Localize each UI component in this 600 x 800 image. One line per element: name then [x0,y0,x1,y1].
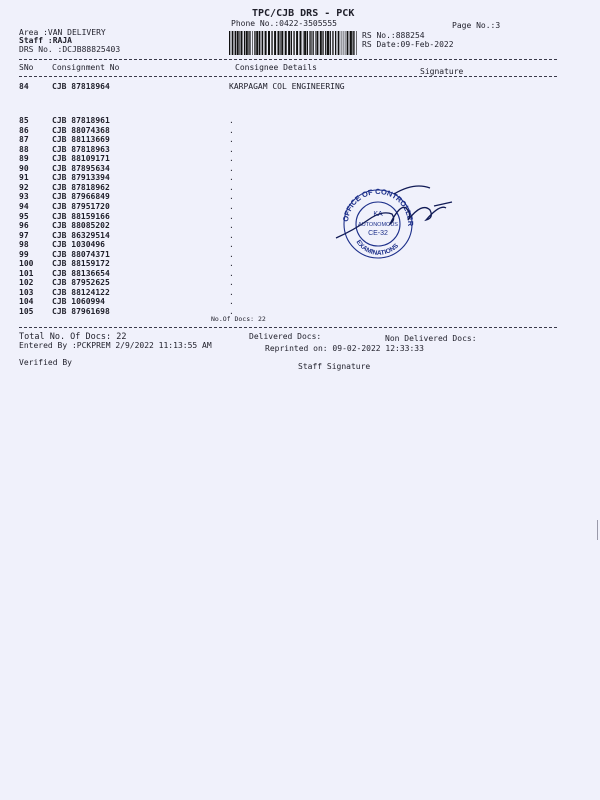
scan-edge-mark [597,520,598,540]
row-consignment: CJB 87818962 [52,182,110,192]
barcode-bar [241,31,243,55]
barcode-bar [330,31,331,55]
row-sno: 104 [19,297,34,307]
row-sno: 92 [19,182,29,192]
row-consignment: CJB 87818963 [52,144,110,154]
table-row [19,135,249,144]
row-dot: . [229,211,234,221]
barcode-bar [344,31,345,55]
barcode-bar [340,31,341,55]
row-sno: 84 [19,82,29,91]
barcode-bar [254,31,255,55]
row-consignment: CJB 87895634 [52,163,110,173]
barcode-bar [320,31,322,55]
barcode-bar [322,31,323,55]
table-row [19,297,249,306]
barcode-bar [296,31,298,55]
barcode-bar [342,31,343,55]
barcode-bar [239,31,240,55]
controller-stamp [334,180,474,270]
row-consignment: CJB 87951720 [52,201,110,211]
row-dot: . [229,201,234,211]
row-dot: . [229,135,234,145]
barcode-bar [285,31,287,55]
barcode-bar [248,31,249,55]
col-signature: Signature [420,67,464,76]
barcode-bar [315,31,316,55]
barcode-bar [335,31,336,55]
row-consignment: CJB 87952625 [52,278,110,288]
delivered-docs: Delivered Docs: [249,332,322,341]
table-row [19,116,249,125]
row-consignment: CJB 88136654 [52,268,110,278]
table-row [19,269,249,278]
row-sno: 91 [19,173,29,183]
stamp-inner-top: KA [373,211,383,218]
table-row [19,288,249,297]
row-consignment: CJB 88109171 [52,154,110,164]
drs-number: DRS No. :DCJB88825403 [19,45,121,54]
table-row [19,154,249,163]
document-title: TPC/CJB DRS - PCK [252,8,355,19]
handwritten-signature [336,186,452,238]
barcode-bar [274,31,276,55]
row-consignment: CJB 1060994 [52,297,105,307]
no-of-docs: No.Of Docs: 22 [211,315,266,323]
stamp-ring-text: OFFICE OF CONTROLLER [341,186,416,227]
row-consignment: CJB 88124122 [52,287,110,297]
phone-number: Phone No.:0422-3505555 [231,19,337,28]
row-dot: . [229,259,234,269]
row-dot: . [229,182,234,192]
row-dot: . [229,249,234,259]
barcode-bar [259,31,260,55]
barcode-bar [293,31,294,55]
row-consignment: CJB 88074368 [52,125,110,135]
row-dot: . [229,221,234,231]
row-sno: 100 [19,259,34,269]
reprinted-on: Reprinted on: 09-02-2022 12:33:33 [265,344,424,353]
barcode-bar [307,31,308,55]
row-sno: 96 [19,221,29,231]
barcode-bar [256,31,258,55]
table-row [19,126,249,135]
barcode-bar [304,31,306,55]
table-row [19,240,249,249]
entered-by: Entered By :PCKPREM 2/9/2022 11:13:55 AM [19,341,212,350]
barcode-bar [311,31,312,55]
barcode-bar [327,31,329,55]
row-sno: 97 [19,230,29,240]
row-dot: . [229,144,234,154]
row-sno: 95 [19,211,29,221]
table-row [19,202,249,211]
row-consignment: CJB 88113669 [52,135,110,145]
footer-rule [19,327,557,328]
row-dot: . [229,268,234,278]
total-docs: Total No. Of Docs: 22 [19,332,127,342]
table-row-first [19,82,419,91]
barcode-bar [235,31,236,55]
row-consignment: CJB 88159172 [52,259,110,269]
stamp-inner-bottom: CE-32 [368,230,388,237]
header-rule-top [19,59,557,60]
table-row [19,221,249,230]
row-sno: 103 [19,287,34,297]
row-sno: 86 [19,125,29,135]
barcode-bar [354,31,355,55]
table-row [19,192,249,201]
barcode-bar [252,31,253,55]
row-dot: . [229,278,234,288]
table-row [19,259,249,268]
barcode-bar [288,31,290,55]
barcode-bar [350,31,352,55]
row-consignment: CJB 87966849 [52,192,110,202]
col-consignee: Consignee Details [235,63,317,72]
barcode-bar [309,31,310,55]
consignee-name: KARPAGAM COL ENGINEERING [229,82,345,91]
row-sno: 90 [19,163,29,173]
table-row [19,212,249,221]
row-consignment: CJB 87818964 [52,82,110,91]
barcode-bar [338,31,339,55]
barcode-bar [303,31,304,55]
row-dot: . [229,240,234,250]
row-dot: . [229,192,234,202]
row-sno: 94 [19,201,29,211]
barcode-bar [234,31,235,55]
table-row [19,250,249,259]
row-dot: . [229,163,234,173]
barcode-bar [356,31,357,55]
barcode-bar [237,31,239,55]
barcode-bar [300,31,302,55]
table-row [19,145,249,154]
barcode-bar [280,31,281,55]
col-consignment: Consignment No [52,63,120,72]
row-sno: 102 [19,278,34,288]
barcode-bar [353,31,354,55]
row-dot: . [229,287,234,297]
row-sno: 105 [19,307,34,316]
rs-number: RS No.:888254 [362,31,425,40]
table-row [19,231,249,240]
row-dot: . [229,116,234,125]
barcode-bar [347,31,348,55]
row-dot: . [229,307,234,316]
row-dot: . [229,173,234,183]
barcode-bar [313,31,314,55]
row-consignment: CJB 87818961 [52,116,110,125]
table-row [19,173,249,182]
barcode-bar [316,31,318,55]
row-consignment: CJB 87913394 [52,173,110,183]
barcode-bar [281,31,283,55]
staff-label: Staff :RAJA [19,36,72,45]
row-sno: 89 [19,154,29,164]
barcode-bar [268,31,270,55]
barcode-bar [261,31,262,55]
row-sno: 101 [19,268,34,278]
row-dot: . [229,297,234,307]
header-rule-bottom [19,76,557,77]
page-number: Page No.:3 [452,21,501,30]
row-sno: 87 [19,135,29,145]
row-dot: . [229,154,234,164]
table-row [19,183,249,192]
table-row [19,278,249,287]
table-row [19,164,249,173]
barcode-bar [262,31,263,55]
row-sno: 98 [19,240,29,250]
row-sno: 88 [19,144,29,154]
barcode-bar [278,31,280,55]
barcode-bar [246,31,248,55]
non-delivered-docs: Non Delivered Docs: [385,334,477,343]
barcode-bar [250,31,251,55]
barcode-bar [265,31,267,55]
row-sno: 99 [19,249,29,259]
col-sno: SNo [19,63,34,72]
row-consignment: CJB 88159166 [52,211,110,221]
barcode [229,31,358,55]
area-label: Area :VAN DELIVERY [19,28,106,37]
row-dot: . [229,230,234,240]
barcode-bar [271,31,272,55]
row-consignment: CJB 1030496 [52,240,105,250]
row-sno: 93 [19,192,29,202]
barcode-bar [346,31,347,55]
row-consignment: CJB 88085202 [52,221,110,231]
row-dot: . [229,125,234,135]
barcode-bar [325,31,326,55]
barcode-bar [244,31,245,55]
verified-by: Verified By [19,358,72,367]
barcode-bar [349,31,350,55]
row-sno: 85 [19,116,29,125]
barcode-bar [291,31,292,55]
barcode-bar [229,31,230,55]
row-consignment: CJB 87961698 [52,307,110,316]
stamp-bottom-text: EXAMINATIONS [354,238,400,257]
stamp-inner-mid: AUTONOMOUS [358,222,398,228]
staff-signature: Staff Signature [298,362,371,371]
barcode-bar [332,31,333,55]
barcode-bar [232,31,233,55]
row-consignment: CJB 88074371 [52,249,110,259]
rs-date: RS Date:09-Feb-2022 [362,40,454,49]
row-consignment: CJB 86329514 [52,230,110,240]
